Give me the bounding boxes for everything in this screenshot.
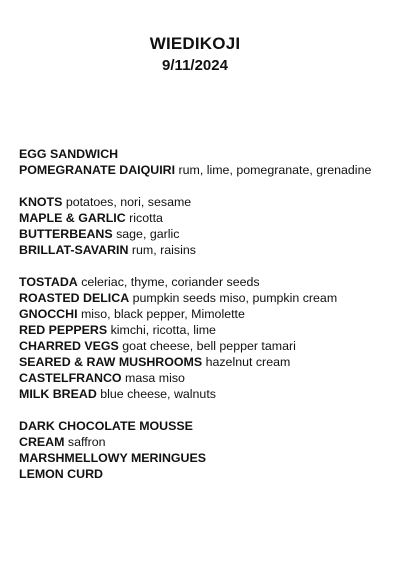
menu-date: 9/11/2024 (162, 57, 228, 74)
menu-list (19, 146, 414, 498)
dish-name: EGG SANDWICH (19, 147, 119, 161)
dish-description: saffron (67, 435, 106, 449)
dish-name: MARSHMELLOWY MERINGUES (19, 451, 207, 465)
menu-section-mains (19, 274, 414, 402)
dish-name: LEMON CURD (19, 467, 103, 481)
menu-item (19, 274, 414, 290)
dish-name: DARK CHOCOLATE MOUSSE (19, 419, 193, 433)
menu-section-desserts (19, 418, 414, 482)
dish-name: ROASTED DELICA (19, 291, 130, 305)
restaurant-title: WIEDIKOJI (149, 34, 241, 53)
menu-item (19, 370, 414, 386)
menu-item (19, 146, 414, 162)
dish-description: pumpkin seeds miso, pumpkin cream (132, 291, 338, 305)
dish-description: miso, black pepper, Mimolette (80, 307, 245, 321)
dish-name: CASTELFRANCO (19, 371, 122, 385)
dish-name: KNOTS (19, 195, 63, 209)
menu-item (19, 450, 414, 466)
dish-name: CHARRED VEGS (19, 339, 119, 353)
menu-item (19, 162, 414, 178)
dish-description: blue cheese, walnuts (100, 387, 216, 401)
dish-name: MAPLE & GARLIC (19, 211, 126, 225)
menu-item (19, 418, 414, 434)
dish-name: RED PEPPERS (19, 323, 108, 337)
dish-description: ricotta (129, 211, 163, 225)
dish-description: celeriac, thyme, coriander seeds (81, 275, 260, 289)
dish-name: POMEGRANATE DAIQUIRI (19, 163, 176, 177)
menu-section-snacks (19, 194, 414, 258)
dish-name: BRILLAT-SAVARIN (19, 243, 129, 257)
dish-description: goat cheese, bell pepper tamari (122, 339, 296, 353)
dish-name: MILK BREAD (19, 387, 97, 401)
dish-description: potatoes, nori, sesame (65, 195, 192, 209)
dish-name: CREAM (19, 435, 65, 449)
dish-description: hazelnut cream (205, 355, 291, 369)
dish-name: TOSTADA (19, 275, 78, 289)
menu-item (19, 322, 414, 338)
menu-item (19, 354, 414, 370)
menu-item (19, 338, 414, 354)
dish-description: kimchi, ricotta, lime (110, 323, 216, 337)
menu-item (19, 434, 414, 450)
menu-item (19, 466, 414, 482)
menu-item (19, 242, 414, 258)
dish-description: rum, raisins (131, 243, 196, 257)
dish-description: sage, garlic (116, 227, 180, 241)
menu-item (19, 290, 414, 306)
dish-name: GNOCCHI (19, 307, 78, 321)
dish-name: BUTTERBEANS (19, 227, 113, 241)
dish-description: masa miso (125, 371, 185, 385)
menu-item (19, 210, 414, 226)
menu-section-starters (19, 146, 414, 178)
menu-item (19, 386, 414, 402)
menu-item (19, 226, 414, 242)
menu-item (19, 194, 414, 210)
dish-name: SEARED & RAW MUSHROOMS (19, 355, 203, 369)
menu-header (0, 34, 390, 75)
menu-item (19, 306, 414, 322)
dish-description: rum, lime, pomegranate, grenadine (178, 163, 372, 177)
